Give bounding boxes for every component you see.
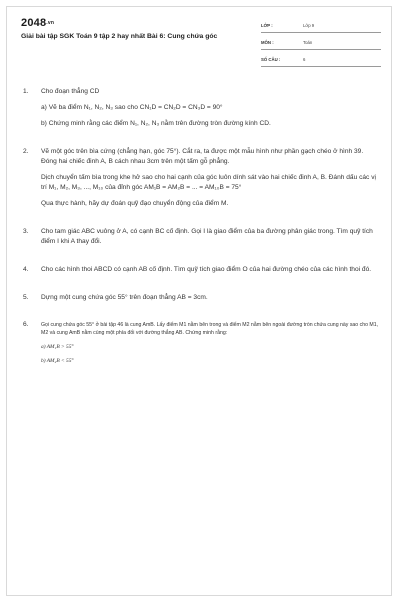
question-text: Cho đoạn thẳng CD [41,88,100,95]
question-text: Cho tam giác ABC vuông ở A, có cạnh BC cố định. Gọi I là giao điểm của ba đường phân giác trong. Tìm quỹ tích điểm I khi A thay đổi. [41,228,373,245]
question-text: Vẽ một góc trên bìa cứng (chẳng hạn, góc 75°). Cắt ra, ta được một mẫu hình như phần gạch chéo ở hình 39. Đóng hai chiếc đinh A, B cách nhau 3cm trên một tấm gỗ phẳng. [41,148,364,165]
question-1 [21,87,379,129]
document-title: Giải bài tập SGK Toán 9 tập 2 hay nhất Bài 6: Cung chứa góc [21,33,218,40]
logo-tld: .vn [46,20,55,26]
logo-text: 2048 [21,17,47,29]
question-number: 6. [23,321,29,328]
meta-row-count [261,53,381,67]
meta-value: Lớp 9 [303,23,315,28]
question-number: 3. [23,228,29,235]
question-number: 4. [23,266,29,273]
question-text: Qua thực hành, hãy dự đoán quỹ đạo chuyển động của điểm M. [41,200,229,207]
question-5 [21,293,379,303]
meta-row-class [261,19,381,33]
header [21,17,381,65]
question-number: 5. [23,294,29,301]
question-text: b) Chứng minh rằng các điểm N₁, N₂, N₃ nằm trên đường tròn đường kính CD. [41,120,271,127]
inequality-b: b) AM₂B < 55° [41,358,74,364]
question-text: Gọi cung chứa góc 55° ở bài tập 46 là cung AmB. Lấy điểm M1 nằm bên trong và điểm M2 nằm bên ngoài đường tròn chứa cung này sao cho M1, M2 và cung AmB nằm cùng một phía đối với đường thẳng AB. Chứng minh rằng: [41,322,379,336]
question-text: Cho các hình thoi ABCD có cạnh AB cố định. Tìm quỹ tích giao điểm O của hai đường chéo của các hình thoi đó. [41,266,372,273]
question-2 [21,147,379,209]
question-text: Dựng một cung chứa góc 55° trên đoạn thẳng AB = 3cm. [41,294,208,301]
meta-key: SỐ CÂU : [261,57,281,62]
meta-box [261,19,381,70]
question-number: 1. [23,88,29,95]
logo [21,17,54,29]
meta-key: MÔN : [261,40,274,45]
meta-value: Toán [303,40,313,45]
question-6 [21,321,379,365]
question-4 [21,265,379,275]
inequality-a: a) AM₁B > 55° [41,344,74,350]
question-3 [21,227,379,247]
meta-row-subject [261,36,381,50]
meta-value: 6 [303,57,306,62]
question-text: Dịch chuyển tấm bìa trong khe hở sao cho hai cạnh của góc luôn dính sát vào hai chiếc đinh A, B. Đánh dấu các vị trí M₁, M₂, M₃, ..., M₁₀ của đỉnh góc AM₁B = AM₂B = ... = AM₁₀B = 75° [41,174,376,191]
question-text: a) Vẽ ba điểm N₁, N₂, N₃ sao cho CN₁D = CN₂D = CN₃D = 90° [41,104,223,111]
worksheet-page [6,6,392,596]
question-list [21,87,379,376]
question-number: 2. [23,148,29,155]
meta-key: LỚP : [261,23,273,28]
